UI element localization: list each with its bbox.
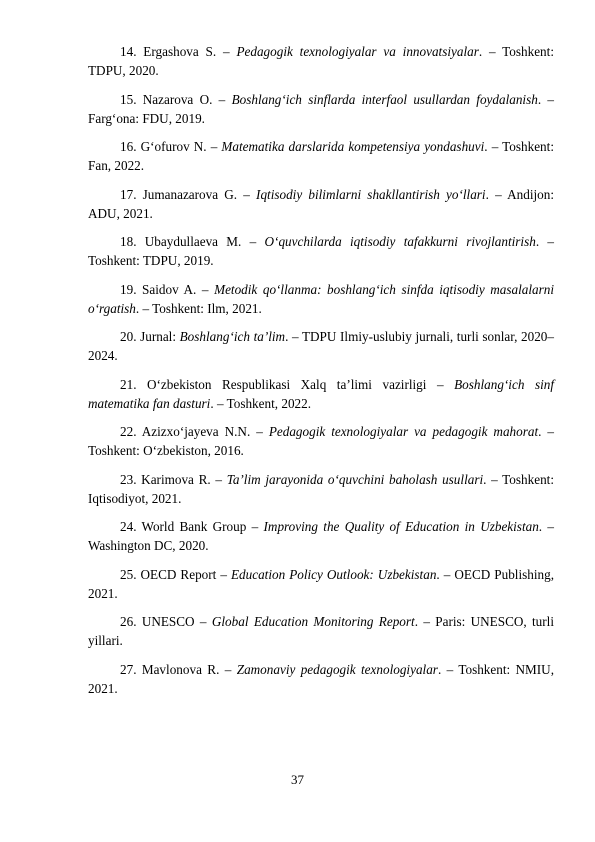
reference-title: Pedagogik texnologiyalar va pedagogik mahorat — [268, 424, 539, 439]
reference-author: 25. OECD Report – — [120, 566, 231, 582]
reference-title: Zamonaviy pedagogik texnologiyalar — [236, 661, 438, 677]
reference-author: 19. Saidov A. – — [120, 281, 215, 297]
reference-publisher: . – Toshkent: Ilm, 2021. — [135, 300, 262, 316]
reference-item — [88, 280, 554, 318]
reference-author: 22. Azizxo‘jayeva N.N. – — [120, 424, 269, 439]
reference-publisher: . – Toshkent: TDPU, 2020. — [88, 44, 554, 79]
reference-title: Boshlang‘ich sinflarda interfaol usullardan foydalanish — [231, 91, 538, 107]
reference-publisher: . – Andijon: ADU, 2021. — [88, 186, 555, 221]
reference-title: O‘quvchilarda iqtisodiy tafakkurni rivojlantirish — [264, 234, 536, 249]
reference-title: Improving the Quality of Education in Uzbekistan — [263, 519, 539, 534]
reference-title: Ta’lim jarayonida o‘quvchini baholash usullari — [226, 471, 484, 487]
reference-publisher: . – Toshkent, 2022. — [210, 395, 312, 411]
reference-title: Boshlang‘ich sinf matematika fan dasturi — [88, 376, 554, 411]
reference-title: Metodik qo‘llanma: boshlang‘ich sinfda iqtisodiy masalalarni o‘rgatish — [88, 281, 554, 316]
reference-item — [88, 375, 554, 413]
page-number: 37 — [291, 772, 304, 787]
reference-author: 16. G‘ofurov N. – — [120, 139, 222, 154]
reference-item — [88, 422, 554, 460]
reference-publisher: . – TDPU Ilmiy-uslubiy jurnali, turli sonlar, 2020–2024. — [88, 329, 554, 364]
reference-author: 20. Jurnal: — [120, 329, 180, 344]
reference-item — [88, 517, 554, 555]
reference-title: Boshlang‘ich ta’lim — [179, 329, 286, 344]
reference-author: 21. O‘zbekiston Respublikasi Xalq ta’limi vazirligi – — [120, 376, 455, 392]
reference-publisher: . – Toshkent: NMIU, 2021. — [88, 661, 554, 696]
reference-author: 27. Mavlonova R. – — [120, 661, 237, 677]
reference-publisher: . – Toshkent: Iqtisodiyot, 2021. — [88, 471, 554, 506]
reference-title: Matematika darslarida kompetensiya yondashuvi — [221, 139, 485, 154]
reference-title: Global Education Monitoring Report — [211, 614, 415, 629]
reference-publisher: . – Washington DC, 2020. — [88, 519, 554, 554]
reference-author: 26. UNESCO – — [120, 614, 212, 629]
reference-author: 14. Ergashova S. – — [120, 44, 237, 59]
reference-item — [88, 232, 554, 270]
reference-publisher: . – Paris: UNESCO, turli yillari. — [88, 614, 554, 649]
reference-publisher: . – Toshkent: Fan, 2022. — [88, 139, 554, 174]
reference-item — [88, 565, 554, 603]
reference-author: 24. World Bank Group – — [120, 519, 264, 534]
reference-publisher: . – OECD Publishing, 2021. — [88, 566, 555, 601]
reference-item — [88, 470, 554, 508]
reference-publisher: . – Toshkent: TDPU, 2019. — [88, 234, 554, 269]
reference-item — [88, 612, 554, 650]
reference-item — [88, 137, 554, 175]
reference-title: Pedagogik texnologiyalar va innovatsiyalar — [236, 44, 479, 59]
reference-item — [88, 327, 554, 365]
reference-author: 17. Jumanazarova G. – — [120, 186, 257, 202]
reference-item — [88, 90, 554, 128]
reference-author: 15. Nazarova O. – — [120, 91, 232, 107]
reference-title: Iqtisodiy bilimlarni shakllantirish yo‘llari — [256, 186, 486, 202]
reference-author: 23. Karimova R. – — [120, 471, 227, 487]
reference-title: Education Policy Outlook: Uzbekistan — [230, 566, 437, 582]
reference-publisher: . – Toshkent: O‘zbekiston, 2016. — [88, 424, 554, 459]
reference-item — [88, 42, 554, 80]
reference-publisher: . – Farg‘ona: FDU, 2019. — [88, 91, 555, 126]
reference-author: 18. Ubaydullaeva M. – — [120, 234, 265, 249]
reference-list — [88, 42, 554, 707]
reference-item — [88, 660, 554, 698]
reference-item — [88, 185, 554, 223]
